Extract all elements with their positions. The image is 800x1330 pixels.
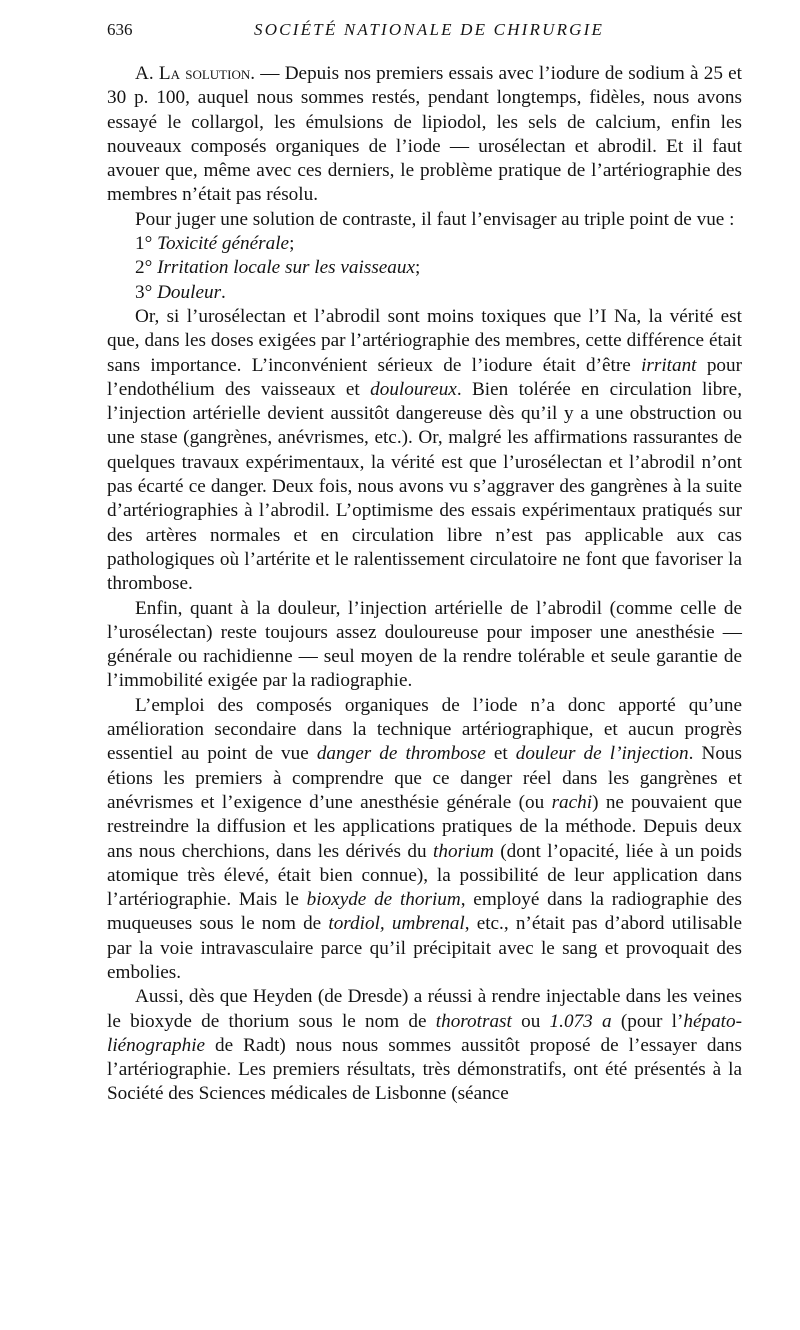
paragraph-pain: Enfin, quant à la douleur, l’injection artérielle de l’abrodil (comme celle de l’urosélectan) reste toujours assez douloureuse pour imposer une anesthésie — générale ou rachidienne — seul moyen de la rendre tolérable et seule garantie de l’immobilité exigée par la radiographie. bbox=[107, 597, 742, 692]
italic-term: hépato-liénographie bbox=[107, 1010, 742, 1056]
text-run: pour l’endothélium des vaisseaux et bbox=[107, 354, 742, 400]
text-run: ) ne pouvaient que restreindre la diffusion et les applications pratiques de la méthode. Depuis deux ans nous cherchions, dans les dérivés du bbox=[107, 791, 742, 862]
paragraph-thorium bbox=[107, 694, 742, 986]
list-item bbox=[107, 232, 742, 256]
list-item-punctuation: ; bbox=[415, 257, 421, 279]
list-item-number: 3° bbox=[135, 281, 153, 303]
page-header bbox=[107, 20, 747, 46]
text-run: , etc., n’était pas d’abord utilisable par la voie intravasculaire parce qu’il précipitait avec le sang et provoquait des embolies. bbox=[107, 913, 742, 983]
italic-term: bioxyde de thorium bbox=[306, 889, 461, 911]
list-item-label: Toxicité générale bbox=[157, 233, 290, 255]
text-run: . Bien tolérée en circulation libre, l’injection artérielle devient aussitôt dangereuse dès qu’il y a une obstruction ou une stase (gangrènes, anévrismes, etc.). Or, malgré les affirmations rassurantes de quelques travaux expérimentaux, la vérité est que l’urosélectan et l’abrodil n’ont pas écarté ce danger. Deux fois, nous avons vu s’aggraver des gangrènes à la suite d’artériographies à l’abrodil. L’optimisme des essais expérimentaux pratiqués sur des artères normales et en circulation libre n’est pas applicable aux cas pathologiques où l’artérite et le ralentissement circulatoire ne font que favoriser la thrombose. bbox=[107, 378, 742, 595]
list-item bbox=[107, 256, 742, 280]
italic-term: irritant bbox=[641, 354, 697, 376]
text-run: (pour l’ bbox=[611, 1010, 684, 1032]
text-run: . Nous étions les premiers à comprendre que ce danger réel dans les gangrènes et anévrismes et l’exigence d’une anesthésie générale (ou bbox=[107, 743, 742, 813]
section-label: A. La solution. bbox=[135, 63, 256, 84]
italic-term: douleur de l’injection bbox=[515, 743, 689, 765]
italic-term: thorium bbox=[433, 840, 494, 862]
text-run: , employé dans la radiographie des muqueuses sous le nom de bbox=[107, 889, 742, 935]
paragraph-thorotrast bbox=[107, 985, 742, 1106]
italic-term: rachi bbox=[551, 791, 593, 813]
list-item-number: 1° bbox=[135, 233, 153, 255]
list-item-number: 2° bbox=[135, 257, 153, 279]
paragraph-criteria: Pour juger une solution de contraste, il faut l’envisager au triple point de vue : bbox=[135, 208, 735, 230]
text-run: ou bbox=[511, 1010, 550, 1032]
text-run: et bbox=[485, 743, 516, 765]
page-number: 636 bbox=[107, 20, 133, 39]
running-title: SOCIÉTÉ NATIONALE DE CHIRURGIE bbox=[254, 20, 605, 39]
list-item-label: Douleur bbox=[157, 281, 222, 303]
text-run: L’emploi des composés organiques de l’iode n’a donc apporté qu’une amélioration secondaire dans la technique artériographique, et aucun progrès essentiel au point de vue bbox=[107, 694, 742, 765]
italic-term: douloureux bbox=[370, 378, 457, 400]
list-item-punctuation: . bbox=[221, 281, 226, 303]
paragraph-solution bbox=[107, 62, 742, 208]
paragraph-toxicity bbox=[107, 305, 742, 597]
italic-term: thorotrast bbox=[435, 1010, 512, 1032]
list-item bbox=[107, 281, 742, 305]
paragraph-text: — Depuis nos premiers essais avec l’iodure de sodium à 25 et 30 p. 100, auquel nous sommes restés, pendant longtemps, fidèles, nous avons essayé le collargol, les émulsions de lipiodol, les sels de calcium, enfin les nouveaux composés organiques de l’iode — urosélectan et abrodil. Et il faut avouer que, même avec ces derniers, le problème pratique de l’artériographie des membres n’était pas résolu. bbox=[107, 63, 742, 206]
text-run: Or, si l’urosélectan et l’abrodil sont moins toxiques que l’I Na, la vérité est que, dans les doses exigées par l’artériographie des membres, cette différence était sans importance. L’inconvénient sérieux de l’iodure était d’être bbox=[107, 305, 742, 376]
body-text bbox=[107, 62, 742, 1107]
list-item-punctuation: ; bbox=[289, 233, 295, 255]
text-run: Aussi, dès que Heyden (de Dresde) a réussi à rendre injectable dans les veines le bioxyde de thorium sous le nom de bbox=[107, 986, 742, 1032]
text-run: (dont l’opacité, liée à un poids atomique très élevé, était bien connue), la possibilité de leur application dans l’artériographie. Mais le bbox=[107, 840, 742, 911]
italic-term: danger de thrombose bbox=[316, 743, 486, 765]
italic-term: tordiol, umbrenal bbox=[328, 913, 465, 935]
list-item-label: Irritation locale sur les vaisseaux bbox=[157, 257, 416, 279]
text-run: de Radt) nous nous sommes aussitôt proposé de l’essayer dans l’artériographie. Les premiers résultats, très démonstratifs, ont été présentés à la Société des Sciences médicales de Lisbonne (séance bbox=[107, 1034, 742, 1105]
italic-term: 1.073 a bbox=[549, 1010, 612, 1032]
